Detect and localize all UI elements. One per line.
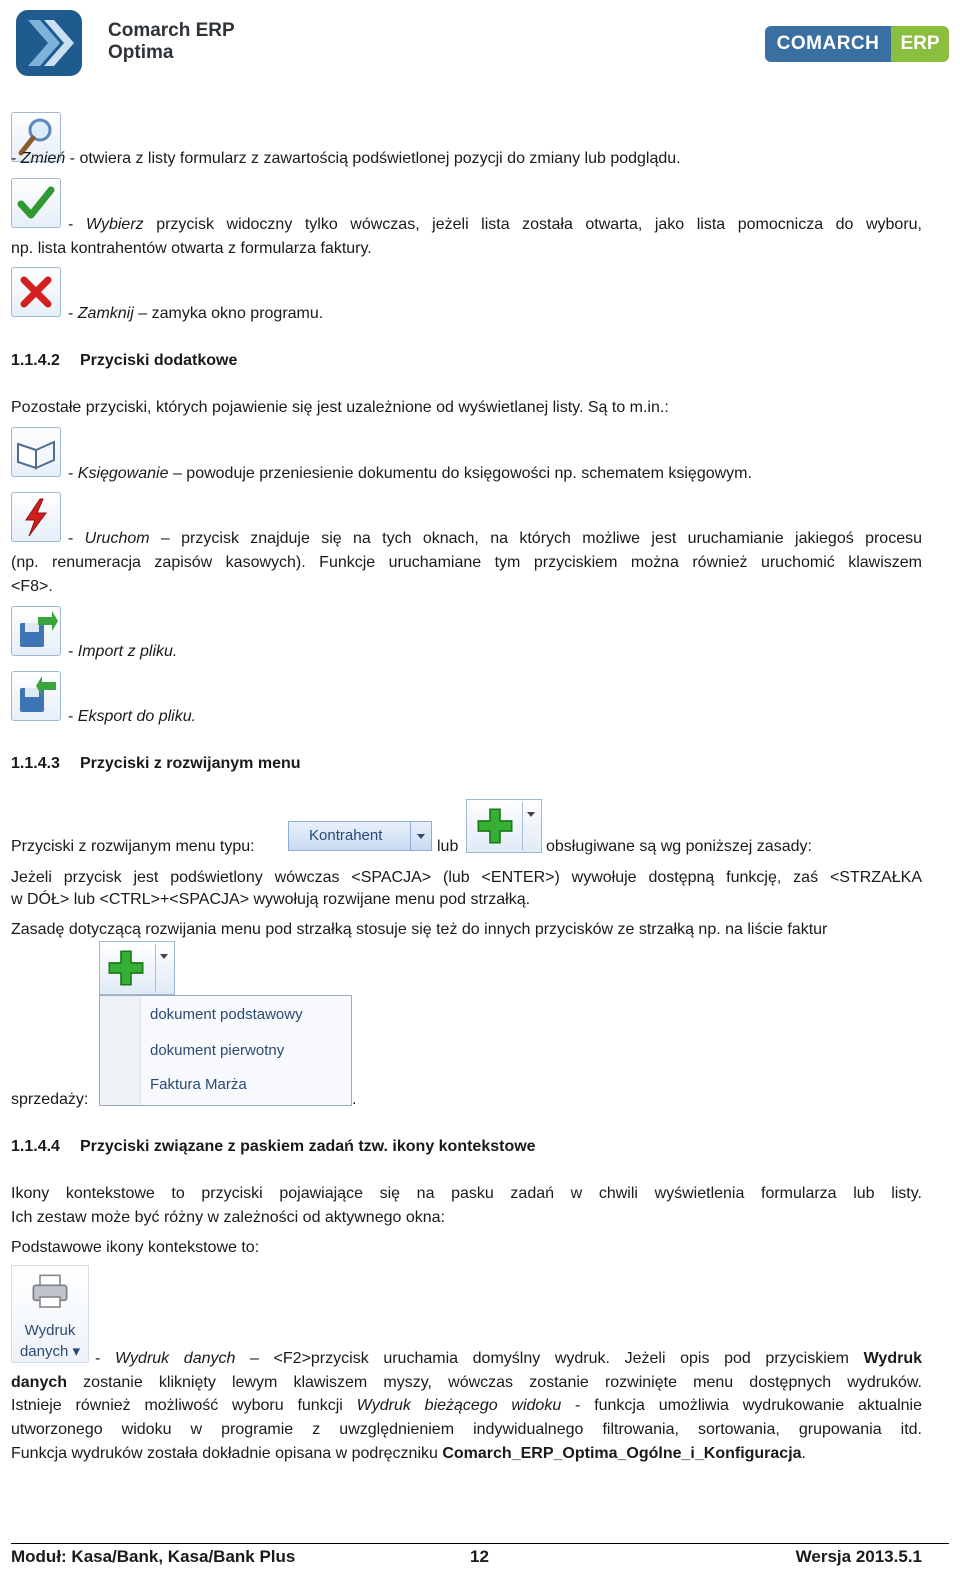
menu-item-dokument-podstawowy[interactable]: dokument podstawowy	[150, 1006, 303, 1023]
sales-add-dropdown-button[interactable]	[99, 941, 175, 995]
plus-icon	[106, 948, 146, 988]
wybierz-name: Wybierz	[85, 216, 144, 233]
kontrahent-label: Kontrahent	[309, 827, 383, 844]
ksiegowanie-name: Księgowanie	[77, 465, 169, 482]
section-3-number: 1.1.4.3	[11, 755, 60, 772]
dropdown-separator	[410, 822, 411, 850]
sales-dropdown-menu	[99, 995, 352, 1106]
zmien-name: Zmień	[20, 150, 66, 167]
export-icon	[11, 671, 61, 721]
section-2-title: Przyciski dodatkowe	[80, 352, 238, 369]
sales-label: sprzedaży:	[11, 1091, 89, 1108]
wydruk-line-1: - Wydruk danych – <F2>przycisk uruchamia domyślny wydruk. Jeżeli opis pod przyciskiem Wydruk	[95, 1350, 922, 1367]
add-dropdown-button[interactable]	[466, 799, 542, 853]
wydruk-line-5: Funkcja wydruków została dokładnie opisana w podręczniku Comarch_ERP_Optima_Ogólne_i_Konfiguracja.	[11, 1445, 806, 1462]
uruchom-name: Uruchom	[84, 530, 150, 547]
menu-item-dokument-pierwotny[interactable]: dokument pierwotny	[150, 1042, 285, 1059]
wydruk-line-4: utworzonego widoku w programie z uwzględnieniem indywidualnego filtrowania, sortowania, grupowania itd.	[11, 1421, 922, 1438]
brand-line-2: Optima	[108, 42, 174, 63]
or-text: lub	[437, 838, 459, 855]
wydruk-line-2: danych zostanie kliknięty lewym klawiszem myszy, wówczas zostanie rozwinięte menu dostępnych wydruków.	[11, 1374, 922, 1391]
sales-period: .	[352, 1091, 357, 1108]
footer-page-number: 12	[470, 1547, 489, 1566]
print-label-2: danych ▾	[19, 1343, 81, 1360]
uruchom-desc-2: (np. renumeracja zapisów kasowych). Funkcje uruchamiane tym przyciskiem można również uruchomić klawiszem	[11, 554, 922, 571]
chevron-down-icon	[160, 954, 168, 959]
ksiegowanie-desc: – powoduje przeniesienie dokumentu do księgowości np. schematem księgowym.	[168, 465, 752, 482]
rule-line-2: w DÓŁ> lub <CTRL>+<SPACJA> wywołują rozwijane menu pod strzałką.	[11, 891, 531, 908]
wydruk-name: Wydruk danych	[114, 1350, 236, 1367]
book-icon	[11, 427, 61, 477]
footer-version: Wersja 2013.5.1	[795, 1547, 922, 1566]
comarch-erp-logo	[765, 26, 949, 62]
rule-2: Zasadę dotyczącą rozwijania menu pod strzałką stosuje się też do innych przycisków ze strzałką np. na liście faktur	[11, 921, 828, 938]
chevron-down-icon: ▾	[72, 1343, 81, 1360]
kontrahent-dropdown-button[interactable]	[288, 821, 432, 851]
chevron-down-icon	[527, 812, 535, 817]
wybierz-text: - Wybierz przycisk widoczny tylko wówczas, jeżeli lista została otwarta, jako lista pomocnicza do wyboru,	[68, 216, 922, 233]
rule-line-1: Jeżeli przycisk jest podświetlony wówczas <SPACJA> (lub <ENTER>) wywołuje dostępną funkcję, zaś <STRZAŁKA	[11, 869, 922, 886]
lightning-icon	[11, 492, 61, 542]
section-3-heading	[11, 752, 922, 776]
ksiegowanie-text: - Księgowanie – powoduje przeniesienie dokumentu do księgowości np. schematem księgowym.	[68, 465, 752, 482]
section-4-number: 1.1.4.4	[11, 1138, 60, 1155]
zmien-text: - Zmień - otwiera z listy formularz z zawartością podświetlonej pozycji do zmiany lub podglądu.	[11, 150, 681, 167]
chevron-down-icon	[417, 834, 425, 839]
import-text: - Import z pliku.	[68, 643, 178, 660]
plus-icon	[475, 806, 515, 846]
menu-item-faktura-marza[interactable]: Faktura Marża	[150, 1076, 247, 1093]
section-2-intro: Pozostałe przyciski, których pojawienie się jest uzależnione od wyświetlanej listy. Są to m.in.:	[11, 399, 669, 416]
print-label-1: Wydruk	[24, 1322, 76, 1339]
section-4-p1-line1: Ikony kontekstowe to przyciski pojawiające się na pasku zadań w chwili wyświetlenia formularza lub listy.	[11, 1185, 922, 1202]
wybierz-desc-2: np. lista kontrahentów otwarta z formularza faktury.	[11, 240, 372, 257]
types-suffix: obsługiwane są wg poniższej zasady:	[546, 838, 812, 855]
printer-icon	[30, 1272, 70, 1312]
section-4-heading	[11, 1135, 922, 1159]
section-4-title: Przyciski związane z paskiem zadań tzw. ikony kontekstowe	[80, 1138, 536, 1155]
zamknij-name: Zamknij	[77, 305, 134, 322]
import-name: Import z pliku.	[77, 643, 178, 660]
section-3-title: Przyciski z rozwijanym menu	[80, 755, 301, 772]
logo-erp-text: ERP	[891, 26, 949, 62]
wybierz-desc-1: przycisk widoczny tylko wówczas, jeżeli lista została otwarta, jako lista pomocnicza do wyboru,	[143, 216, 922, 233]
section-4-p1-line2: Ich zestaw może być różny w zależności od aktywnego okna:	[11, 1209, 445, 1226]
wydruk-line-3: Istnieje również możliwość wyboru funkcji Wydruk bieżącego widoku - funkcja umożliwia wydrukowanie aktualnie	[11, 1397, 922, 1414]
brand-title	[108, 20, 235, 64]
zamknij-desc: – zamyka okno programu.	[133, 305, 324, 322]
close-x-icon	[11, 267, 61, 317]
section-2-heading	[11, 349, 922, 373]
zamknij-text: - Zamknij – zamyka okno programu.	[68, 305, 324, 322]
section-4-p2: Podstawowe ikony kontekstowe to:	[11, 1239, 260, 1256]
zmien-desc: - otwiera z listy formularz z zawartością podświetlonej pozycji do zmiany lub podglądu.	[65, 150, 681, 167]
print-button[interactable]	[11, 1265, 89, 1363]
optima-logo-icon	[14, 8, 84, 78]
export-text: - Eksport do pliku.	[68, 708, 197, 725]
uruchom-desc-1: – przycisk znajduje się na tych oknach, na których możliwe jest uruchamianie jakiegoś procesu	[149, 530, 922, 547]
footer-module: Moduł: Kasa/Bank, Kasa/Bank Plus	[11, 1547, 296, 1566]
section-2-number: 1.1.4.2	[11, 352, 60, 369]
footer-divider	[11, 1543, 949, 1544]
types-prefix: Przyciski z rozwijanym menu typu:	[11, 838, 255, 855]
import-icon	[11, 606, 61, 656]
uruchom-desc-3: <F8>.	[11, 578, 53, 595]
uruchom-text: - Uruchom – przycisk znajduje się na tych oknach, na których możliwe jest uruchamianie jakiegoś procesu	[68, 530, 922, 547]
logo-comarch-text: COMARCH	[765, 26, 891, 62]
checkmark-icon	[11, 178, 61, 228]
export-name: Eksport do pliku.	[77, 708, 197, 725]
brand-line-1: Comarch ERP	[108, 20, 235, 41]
